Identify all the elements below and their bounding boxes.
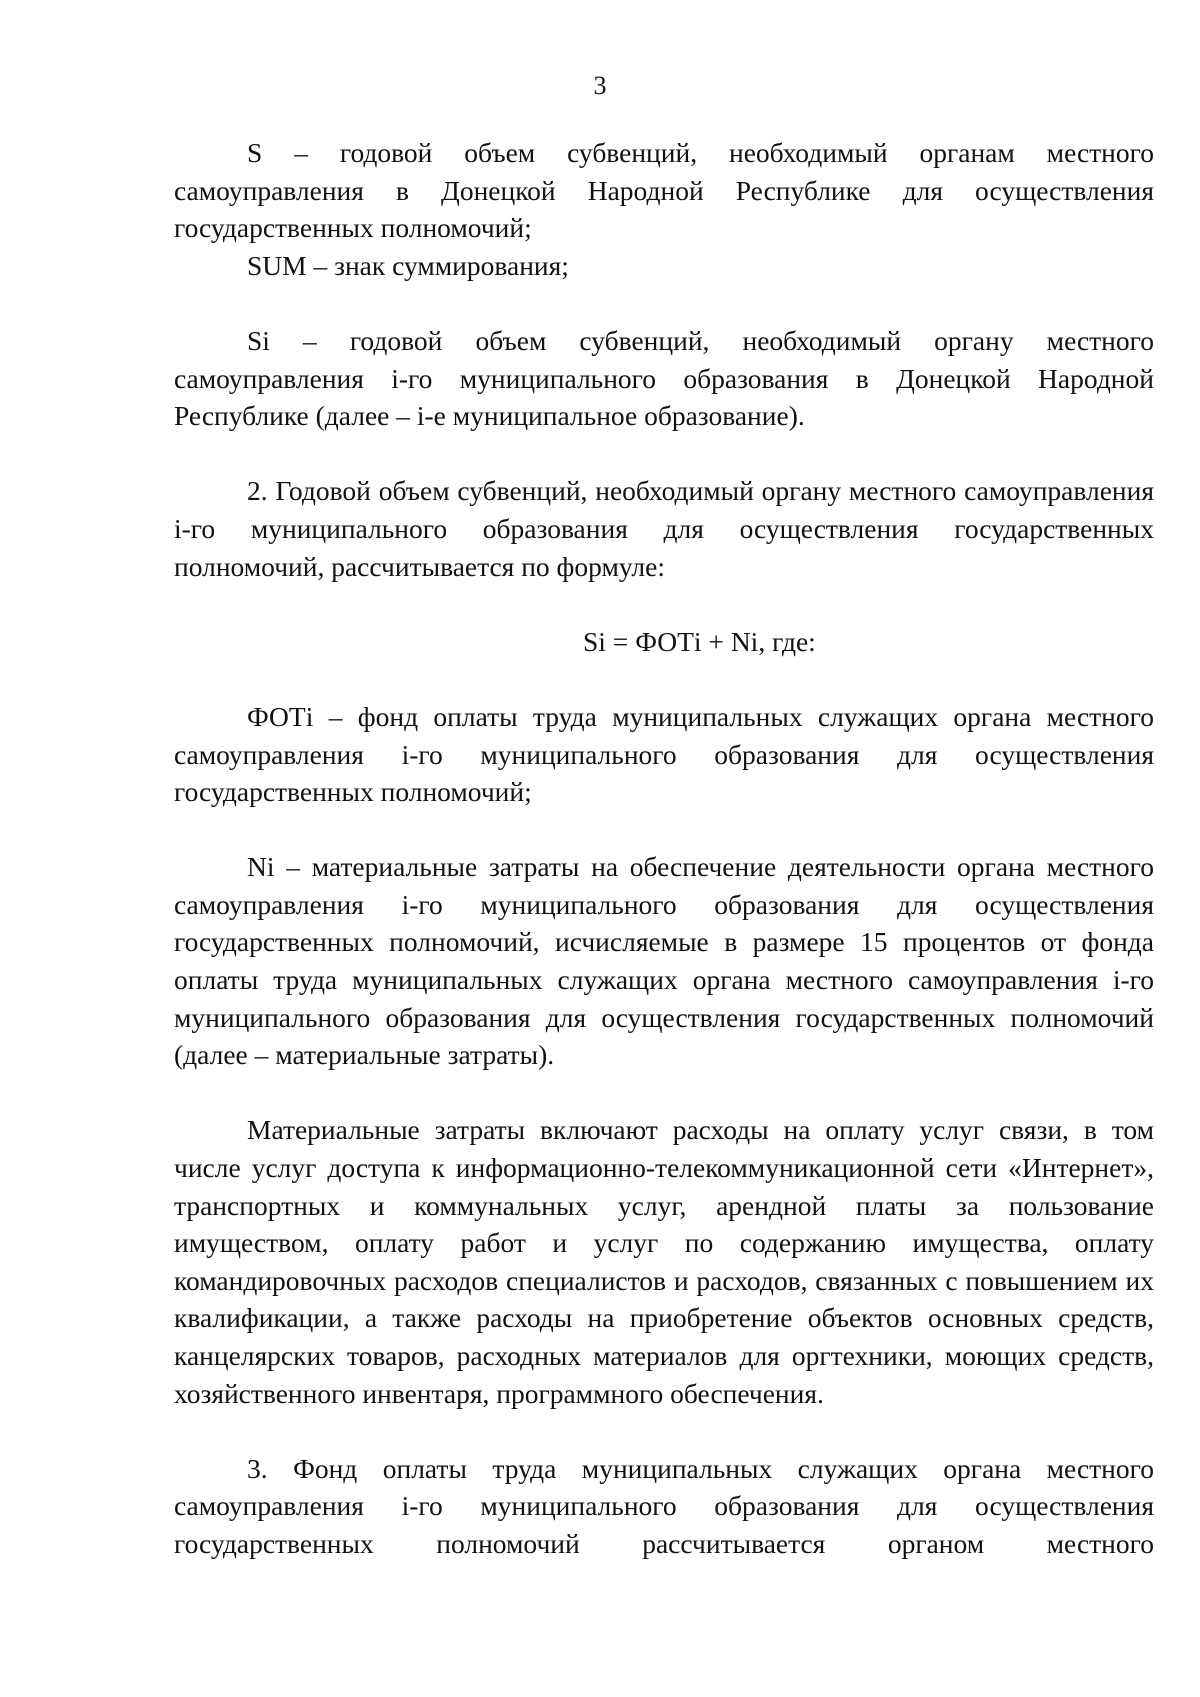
paragraph-ni-definition: Ni – материальные затраты на обеспечение деятельности органа местного самоуправления i-го муниципального образования для осуществления государственных полномочий, исчисляемые в размере 15 процентов от фонда оплаты труда муниципальных служащих органа местного самоуправления i-го муниципального образования для осуществления государственных полномочий (далее – материальные затраты). — [174, 851, 1154, 1071]
paragraph-si-definition: Si – годовой объем субвенций, необходимый органу местного самоуправления i-го муниципального образования в Донецкой Народной Республике (далее – i-е муниципальное образование). — [174, 324, 1154, 432]
paragraph-item-3: 3. Фонд оплаты труда муниципальных служащих органа местного самоуправления i-го муниципального образования для осуществления государственных полномочий рассчитывается органом местного — [174, 1452, 1154, 1559]
formula: Si = ФОТi + Ni, где: — [583, 625, 816, 657]
paragraph-sum-definition: SUM – знак суммирования; — [247, 249, 569, 281]
paragraph-item-2: 2. Годовой объем субвенций, необходимый органу местного самоуправления i-го муниципального образования для осуществления государственных полномочий, рассчитывается по формуле: — [174, 475, 1154, 582]
paragraph-material-costs: Материальные затраты включают расходы на оплату услуг связи, в том числе услуг доступа к информационно-телекоммуникационной сети «Интернет», транспортных и коммунальных услуг, арендной платы за пользование имуществом, оплату работ и услуг по содержанию имущества, оплату командировочных расходов специалистов и расходов, связанных с повышением их квалификации, а также расходы на приобретение объектов основных средств, канцелярских товаров, расходных материалов для оргтехники, моющих средств, хозяйственного инвентаря, программного обеспечения. — [174, 1114, 1154, 1409]
paragraph-fot-definition: ФОТi – фонд оплаты труда муниципальных служащих органа местного самоуправления i-го муниципального образования для осуществления государственных полномочий; — [174, 700, 1154, 808]
document-body — [174, 134, 1154, 1563]
paragraph-s-definition: S – годовой объем субвенций, необходимый органам местного самоуправления в Донецкой Народной Республике для осуществления государственных полномочий; — [174, 137, 1154, 244]
page-number: 3 — [593, 71, 607, 100]
